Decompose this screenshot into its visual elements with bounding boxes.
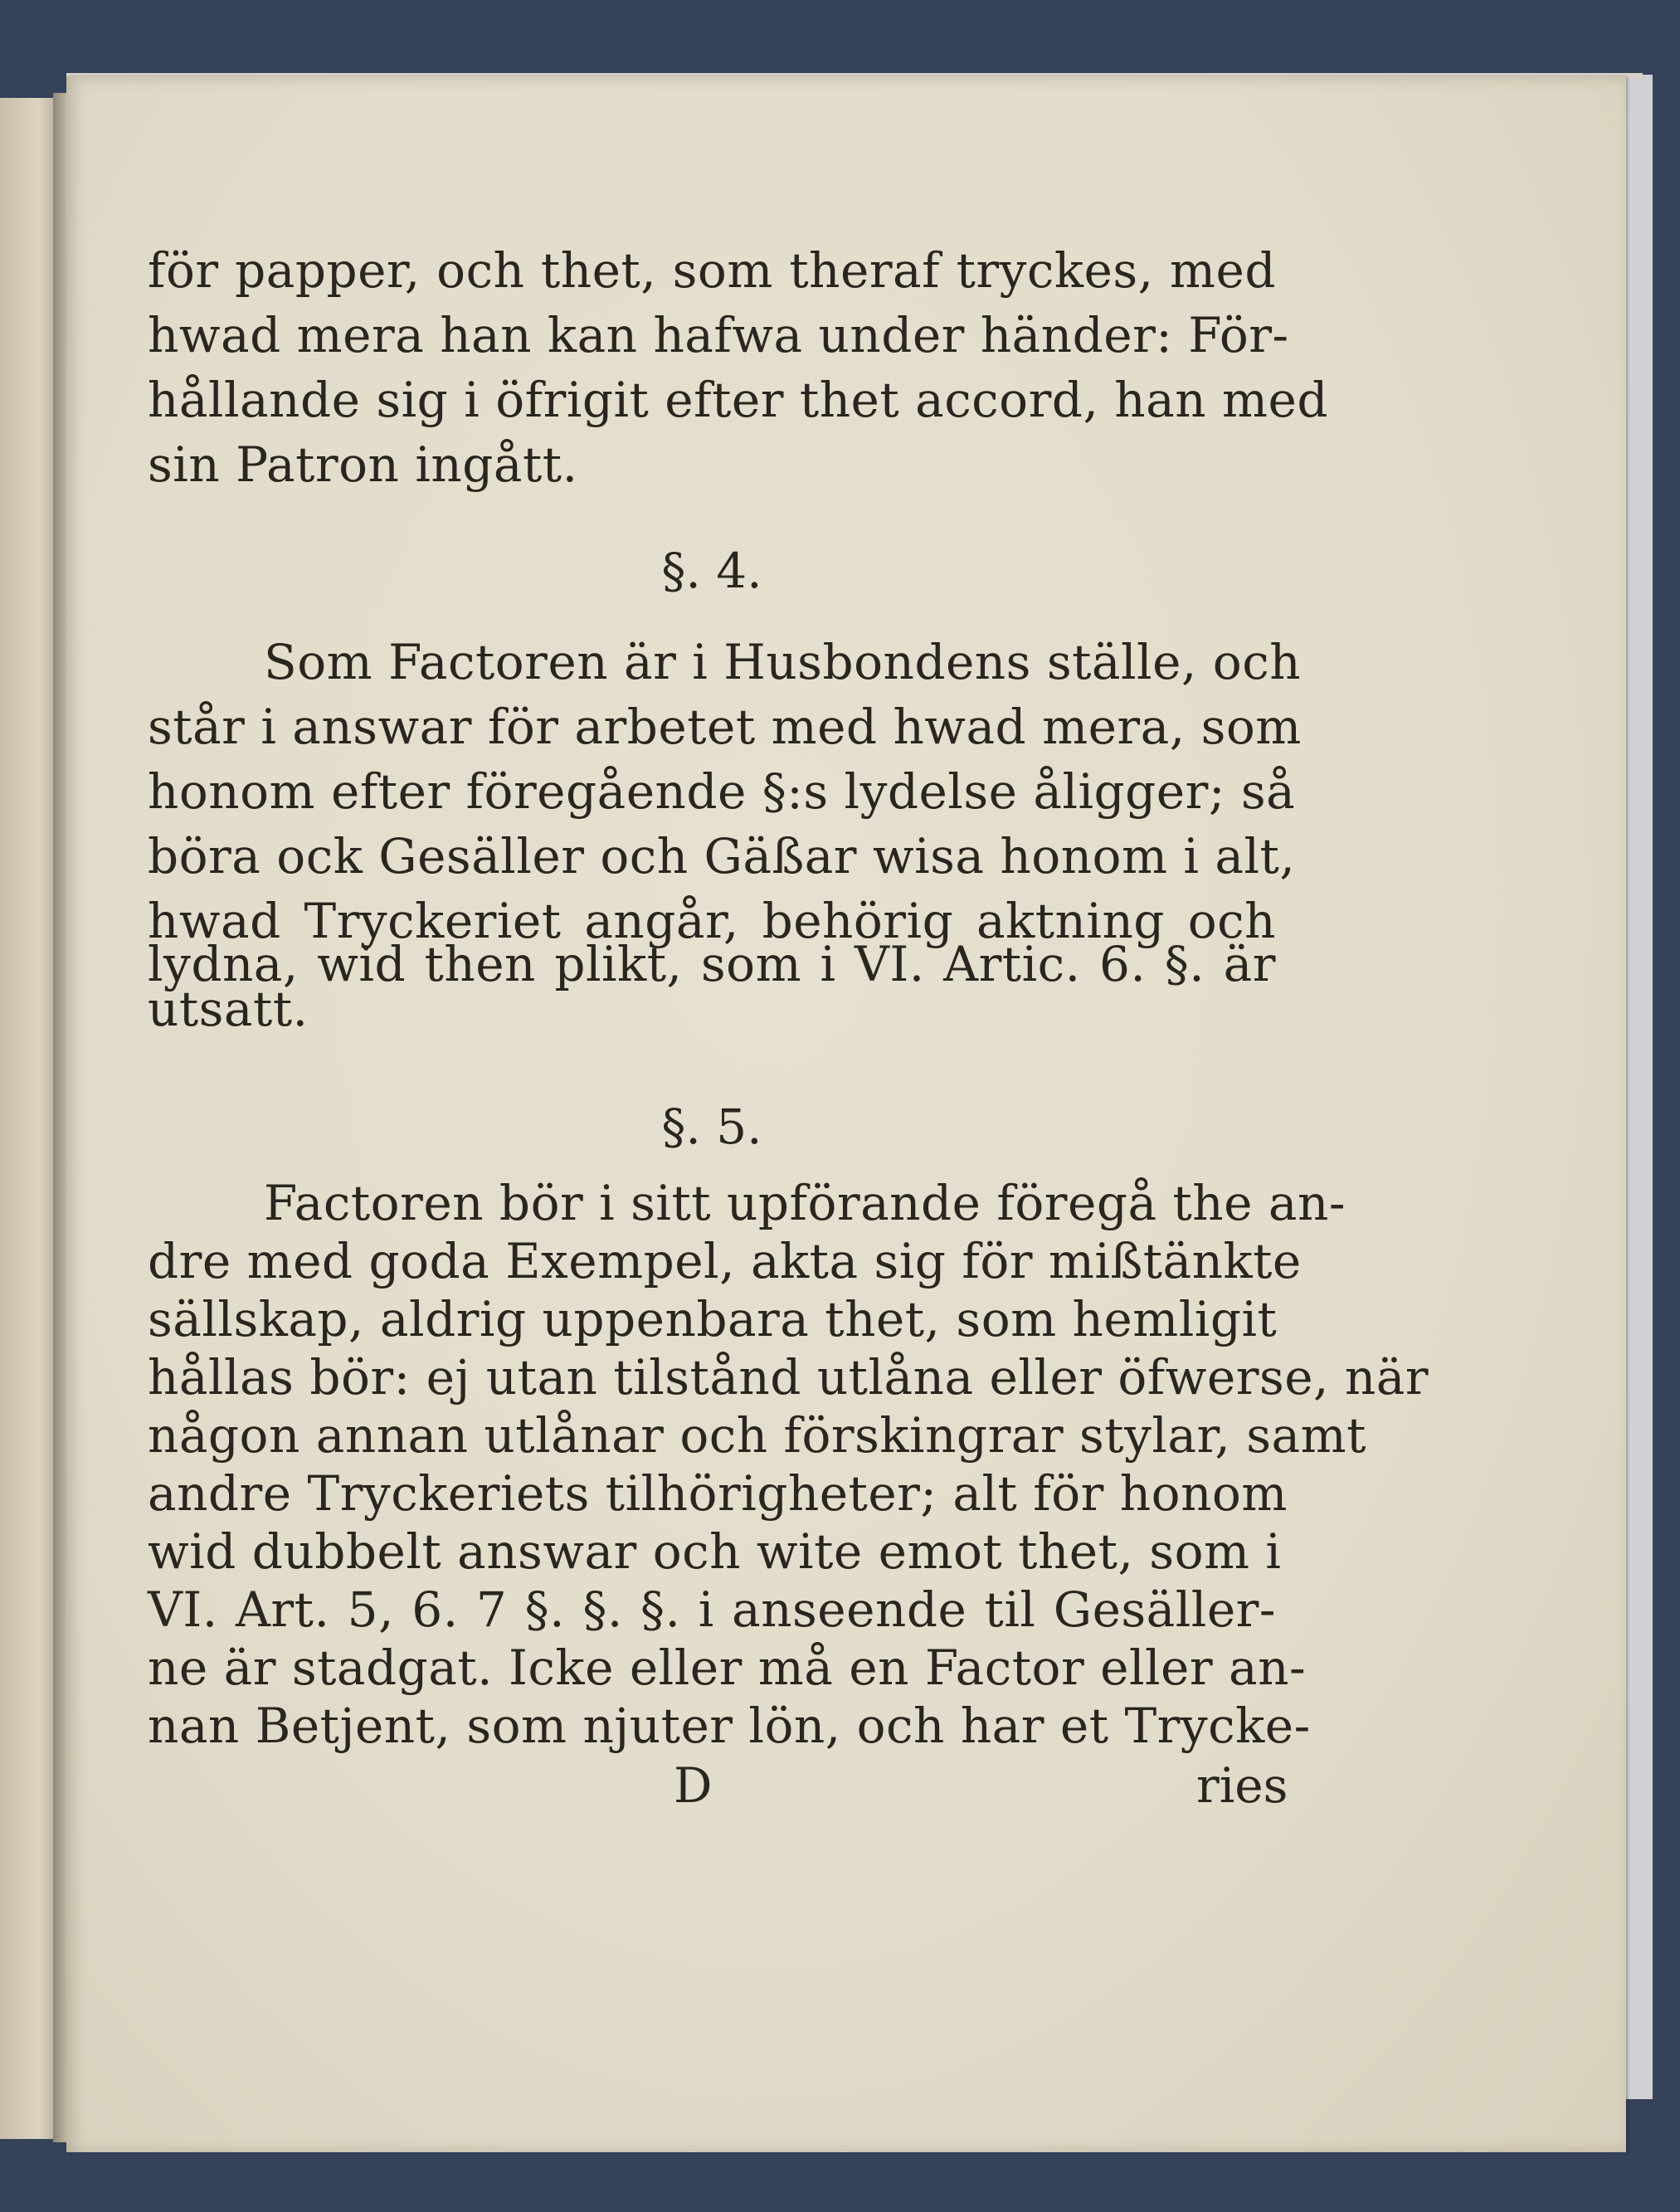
text-line: sin Patron ingått. <box>148 436 578 493</box>
text-line: Som Factoren är i Husbondens ställe, och <box>264 634 1302 690</box>
text-line: nan Betjent, som njuter lön, och har et Trycke- <box>148 1698 1311 1754</box>
text-line: lydna, wid then plikt, som i VI. Artic. 6. §. är <box>148 936 1276 992</box>
signature-mark: D <box>674 1757 713 1814</box>
text-line: honom efter föregående §:s lydelse åligger; så <box>148 763 1296 820</box>
text-line: står i answar för arbetet med hwad mera, som <box>148 699 1302 755</box>
catchword: ries <box>1196 1757 1288 1814</box>
section-heading-4: §. 4. <box>661 543 762 599</box>
text-line: wid dubbelt answar och wite emot thet, som i <box>148 1523 1282 1580</box>
text-line: Factoren bör i sitt upförande föregå the an- <box>264 1175 1346 1231</box>
text-line: andre Tryckeriets tilhörigheter; alt för honom <box>148 1465 1288 1522</box>
text-line: VI. Art. 5, 6. 7 §. §. §. i anseende til Gesäller- <box>148 1581 1276 1638</box>
text-line: hållas bör: ej utan tilstånd utlåna eller öfwerse, när <box>148 1349 1429 1406</box>
text-line: ne är stadgat. Icke eller må en Factor eller an- <box>148 1640 1307 1696</box>
text-line: böra ock Gesäller och Gäßar wisa honom i alt, <box>148 828 1296 884</box>
text-line: sällskap, aldrig uppenbara thet, som hemligit <box>148 1291 1278 1347</box>
text-line: någon annan utlånar och förskingrar stylar, samt <box>148 1407 1366 1464</box>
text-line: hållande sig i öfrigit efter thet accord, han med <box>148 372 1328 428</box>
text-line: för papper, och thet, som theraf tryckes, med <box>148 242 1276 299</box>
section-heading-5: §. 5. <box>661 1099 762 1155</box>
text-line: hwad mera han kan hafwa under händer: För- <box>148 307 1289 363</box>
text-line: utsatt. <box>148 981 309 1037</box>
text-line: hwad Tryckeriet angår, behörig aktning och <box>148 893 1276 949</box>
text-line: dre med goda Exempel, akta sig för mißtänkte <box>148 1233 1302 1289</box>
